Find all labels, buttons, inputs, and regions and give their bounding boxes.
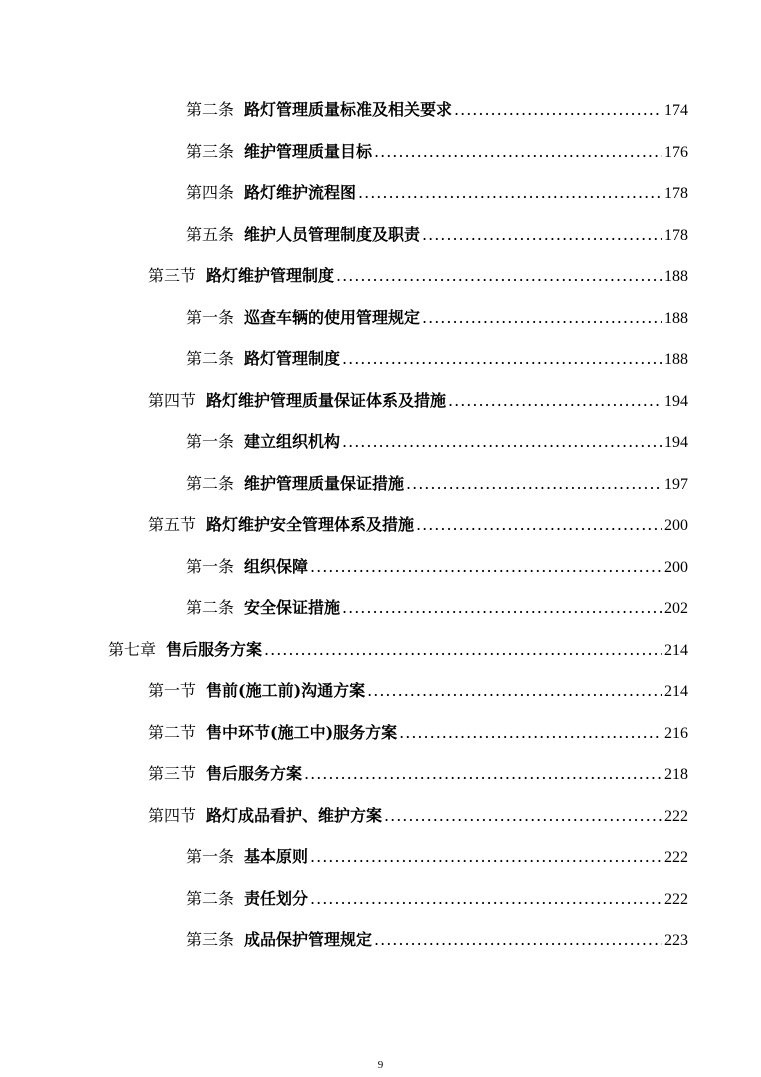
toc-page: 222 [664,807,688,825]
toc-number: 第三条 [186,141,235,161]
dot-leader [367,677,662,705]
toc-title: 维护管理质量保证措施 [244,473,405,493]
toc-page: 202 [664,600,688,617]
dot-leader [406,470,662,498]
toc-entry[interactable] [148,719,688,747]
toc-page: 176 [664,143,688,161]
dot-leader [454,96,662,124]
toc-entry[interactable] [186,843,688,871]
page-number: 9 [377,1059,384,1071]
toc-title: 成品保护管理规定 [244,930,373,949]
toc-number: 第五条 [186,224,235,244]
toc-page: 214 [664,683,688,700]
dot-leader [384,802,662,830]
dot-leader [310,553,662,581]
toc-number: 第三节 [148,764,197,783]
toc-title: 维护人员管理制度及职责 [244,224,421,244]
toc-number: 第一节 [148,681,197,700]
toc-entry[interactable] [186,138,688,166]
toc-entry[interactable] [186,553,688,581]
toc-title: 建立组织机构 [244,432,341,451]
toc-entry[interactable] [186,594,688,622]
toc-title: 路灯维护流程图 [244,183,357,202]
toc-number: 第二条 [186,349,235,368]
dot-leader [342,594,662,622]
toc-entry[interactable] [108,636,688,664]
toc-entry[interactable] [186,428,688,456]
toc-entry[interactable] [186,304,688,332]
toc-number: 第四节 [148,805,197,825]
toc-number: 第四节 [148,390,197,410]
toc-number: 第三节 [148,266,197,285]
toc-number: 第七章 [108,639,157,659]
dot-leader [448,387,662,415]
toc-title: 路灯维护管理制度 [206,266,335,285]
toc-number: 第二节 [148,722,197,742]
toc-number: 第一条 [186,307,235,327]
dot-leader [374,926,662,954]
dot-leader [310,843,662,871]
toc-title: 安全保证措施 [244,598,341,617]
dot-leader [374,138,662,166]
toc-entry[interactable] [186,926,688,954]
toc-number: 第二条 [186,888,235,908]
dot-leader [399,719,662,747]
toc-title: 路灯管理制度 [244,349,341,368]
toc-title: 组织保障 [244,556,309,576]
toc-page: 222 [664,890,688,908]
toc-page: 200 [664,517,688,534]
toc-title: 路灯成品看护、维护方案 [206,805,383,825]
toc-page: 214 [664,641,688,659]
toc-number: 第二条 [186,473,235,493]
toc-entry[interactable] [148,387,688,415]
toc-entry[interactable] [148,511,688,539]
toc-entry[interactable] [186,221,688,249]
toc-page: 178 [664,185,688,202]
dot-leader [422,221,662,249]
toc-entry[interactable] [148,760,688,788]
toc-entry[interactable] [186,96,688,124]
toc-title: 售前(施工前)沟通方案 [206,681,366,700]
toc-number: 第五节 [148,515,197,534]
toc-page: 200 [664,558,688,576]
dot-leader [342,428,662,456]
toc-entry[interactable] [186,470,688,498]
toc-title: 路灯维护管理质量保证体系及措施 [206,390,447,410]
toc-entry[interactable] [186,179,688,207]
toc-page: 174 [664,102,688,119]
dot-leader [264,636,662,664]
toc-title: 路灯维护安全管理体系及措施 [206,515,415,534]
toc-number: 第一条 [186,556,235,576]
toc-title: 维护管理质量目标 [244,141,373,161]
toc-page: 216 [664,724,688,742]
toc-title: 巡查车辆的使用管理规定 [244,307,421,327]
toc-number: 第二条 [186,598,235,617]
toc-number: 第四条 [186,183,235,202]
toc-title: 售后服务方案 [206,764,303,783]
toc-number: 第三条 [186,930,235,949]
toc-title: 基本原则 [244,847,309,866]
toc-number: 第一条 [186,432,235,451]
toc-page: 188 [664,268,688,285]
toc-page: 194 [664,434,688,451]
toc-entry[interactable] [186,885,688,913]
toc-title: 售中环节(施工中)服务方案 [206,722,398,742]
toc-entry[interactable] [148,262,688,290]
toc-page: 178 [664,226,688,244]
toc-page: 194 [664,392,688,410]
toc-entry[interactable] [186,345,688,373]
toc-page: 223 [664,932,688,949]
toc-title: 路灯管理质量标准及相关要求 [244,100,453,119]
toc-page: 188 [664,351,688,368]
toc-number: 第二条 [186,100,235,119]
toc-page: 188 [664,309,688,327]
toc-title: 售后服务方案 [166,639,263,659]
dot-leader [304,760,662,788]
dot-leader [310,885,662,913]
dot-leader [336,262,662,290]
toc-number: 第一条 [186,847,235,866]
dot-leader [358,179,662,207]
toc-entry[interactable] [148,802,688,830]
dot-leader [416,511,662,539]
dot-leader [422,304,662,332]
dot-leader [342,345,662,373]
toc-entry[interactable] [148,677,688,705]
toc-page: 222 [664,849,688,866]
toc-page: 197 [664,475,688,493]
toc-page: 218 [664,766,688,783]
toc-title: 责任划分 [244,888,309,908]
